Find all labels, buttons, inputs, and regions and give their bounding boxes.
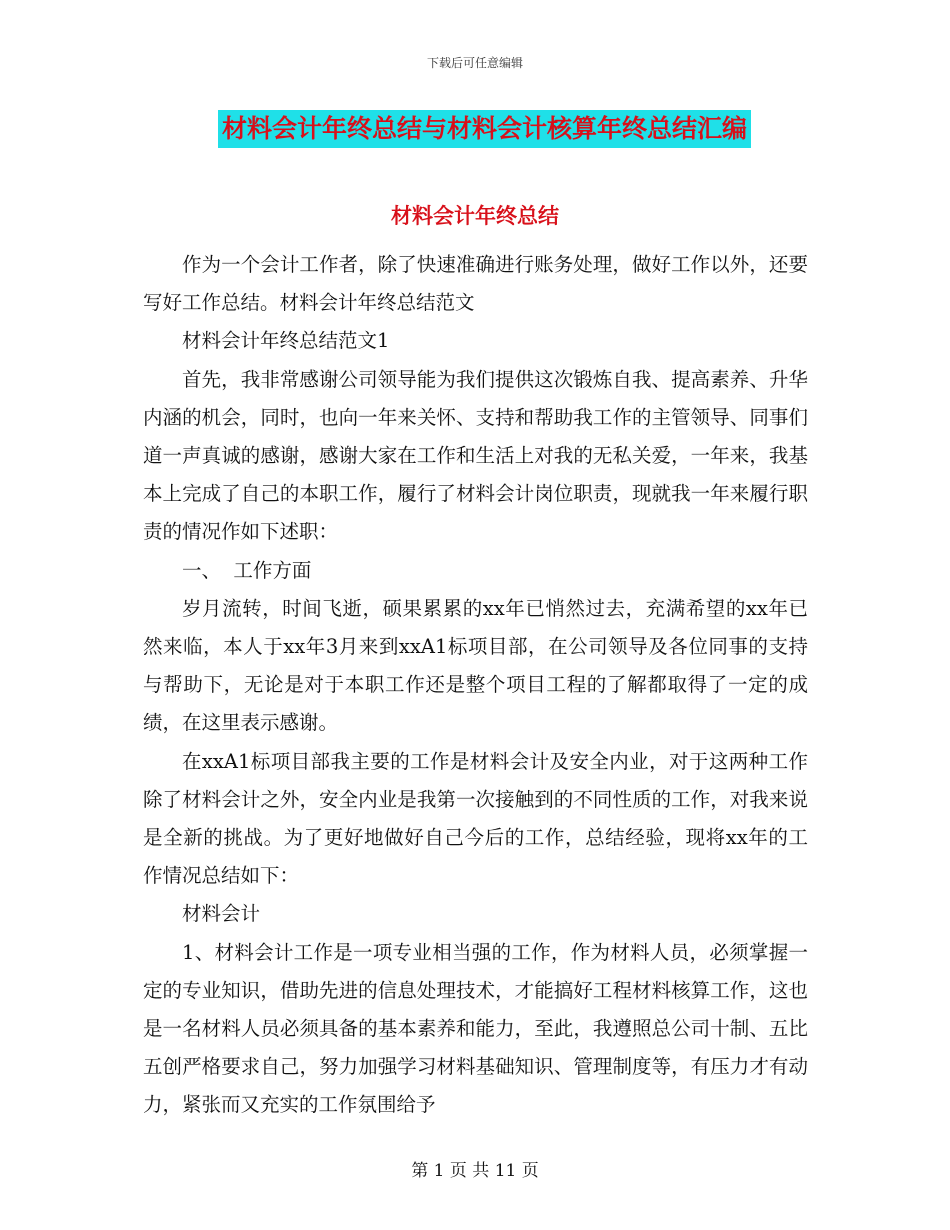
paragraph-section-heading: 一、 工作方面 — [182, 558, 312, 582]
page-header: 下载后可任意编辑 — [426, 56, 523, 70]
paragraph-year-review: 岁月流转，时间飞逝，硕果累累的xx年已悄然过去，充满希望的xx年已然来临，本人于xx年3月来到xxA1标项目部，在公司领导及各位同事的支持与帮助下，无论是对于本职工作还是整个项目工程的了解都取得了一定的成绩，在这里表示感谢。 — [143, 596, 808, 735]
paragraph-thanks: 首先，我非常感谢公司领导能为我们提供这次锻炼自我、提高素养、升华内涵的机会，同时，也向一年来关怀、支持和帮助我工作的主管领导、同事们道一声真诚的感谢，感谢大家在工作和生活上对我的无私关爱，一年来，我基本上完成了自己的本职工作，履行了材料会计岗位职责，现就我一年来履行职责的情况作如下述职： — [143, 367, 808, 544]
page-footer: 第 1 页 共 11 页 — [411, 1161, 539, 1181]
paragraph-duties: 在xxA1标项目部我主要的工作是材料会计及安全内业，对于这两种工作除了材料会计之外，安全内业是我第一次接触到的不同性质的工作，对我来说是全新的挑战。为了更好地做好自己今后的工作，总结经验，现将xx年的工作情况总结如下： — [143, 749, 808, 888]
document-body — [143, 246, 808, 1125]
paragraph-intro: 作为一个会计工作者，除了快速准确进行账务处理，做好工作以外，还要写好工作总结。材料会计年终总结范文 — [143, 253, 808, 315]
document-title: 材料会计年终总结与材料会计核算年终总结汇编 — [218, 110, 751, 148]
section-title: 材料会计年终总结 — [391, 203, 559, 228]
paragraph-subheading: 材料会计 — [182, 902, 261, 926]
paragraph-sample-heading: 材料会计年终总结范文1 — [182, 329, 390, 353]
paragraph-point-1: 1、材料会计工作是一项专业相当强的工作，作为材料人员，必须掌握一定的专业知识，借助先进的信息处理技术，才能搞好工程材料核算工作，这也是一名材料人员必须具备的基本素养和能力，至此，我遵照总公司十制、五比五创严格要求自己，努力加强学习材料基础知识、管理制度等，有压力才有动力，紧张而又充实的工作氛围给予 — [143, 940, 808, 1117]
